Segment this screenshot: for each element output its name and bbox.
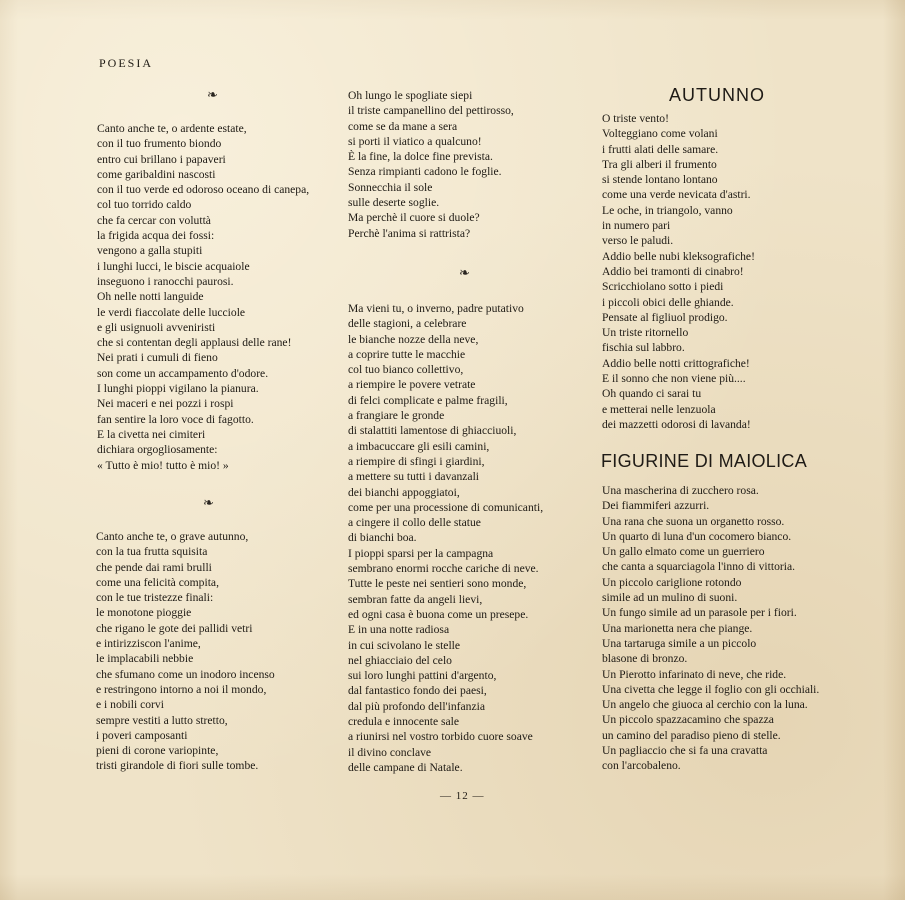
verse-line: sembrano enormi rocche cariche di neve.: [348, 562, 539, 576]
verse-line: a frangiare le gronde: [348, 409, 445, 423]
verse-line: Una tartaruga simile a un piccolo: [602, 636, 757, 650]
verse-line: a riempire di sfingi i giardini,: [348, 454, 485, 468]
poem-autunno-text: [602, 111, 812, 432]
column-1-stanza-1: [97, 121, 333, 473]
fleuron-ornament: ❧: [203, 496, 214, 511]
verse-line: Un quarto di luna d'un cocomero bianco.: [602, 529, 792, 543]
verse-line: credula e innocente sale: [348, 715, 460, 729]
verse-line: dichiara orgogliosamente:: [97, 443, 218, 457]
poem-title-autunno: AUTUNNO: [669, 85, 765, 105]
verse-line: e metterai nelle lenzuola: [602, 402, 716, 416]
verse-line: Tra gli alberi il frumento: [602, 157, 717, 171]
verse-line: sui loro lunghi pattini d'argento,: [348, 669, 497, 683]
verse-line: sempre vestiti a lutto stretto,: [96, 713, 228, 727]
verse-line: di stalattiti lamentose di ghiacciuoli,: [348, 424, 517, 438]
verse-line: tristi girandole di fiori sulle tombe.: [96, 759, 259, 773]
verse-line: i frutti alati delle samare.: [602, 142, 719, 156]
verse-line: E il sonno che non viene più....: [602, 372, 746, 386]
verse-line: a riempire le povere vetrate: [348, 378, 476, 392]
verse-line: son come un accampamento d'odore.: [97, 366, 269, 380]
verse-line: e i nobili corvi: [96, 698, 164, 712]
column-2-stanza-1: [348, 88, 584, 241]
verse-line: con il tuo frumento biondo: [97, 137, 222, 151]
verse-line: E la civetta nei cimiteri: [97, 427, 206, 441]
verse-line: blasone di bronzo.: [602, 652, 688, 666]
verse-line: Addio belle nubi kleksografiche!: [602, 249, 755, 263]
verse-line: E in una notte radiosa: [348, 623, 450, 637]
column-1-stanza-2: [96, 529, 332, 774]
verse-line: i piccoli obici delle ghiande.: [602, 295, 734, 309]
verse-line: in numero pari: [602, 219, 671, 233]
verse-line: le implacabili nebbie: [96, 652, 194, 666]
verse-line: Ma vieni tu, o inverno, padre putativo: [348, 302, 524, 315]
verse-line: il triste campanellino del pettirosso,: [348, 104, 514, 118]
verse-line: come garibaldini nascosti: [97, 167, 216, 181]
verse-line: a coprire tutte le macchie: [348, 347, 466, 361]
verse-line: nel ghiacciaio del celo: [348, 653, 452, 667]
verse-line: Addio bei tramonti di cinabro!: [602, 264, 744, 278]
verse-line: il divino conclave: [348, 745, 432, 759]
verse-line: i poveri camposanti: [96, 728, 188, 742]
verse-line: che si contentan degli applausi delle rane!: [97, 336, 292, 350]
verse-line: dei mazzetti odorosi di lavanda!: [602, 417, 751, 431]
verse-line: che rigano le gote dei pallidi vetri: [96, 621, 253, 635]
verse-line: come una felicità compita,: [96, 575, 219, 589]
verse-line: Ma perchè il cuore si duole?: [348, 211, 480, 225]
section-header: POESIA: [99, 56, 154, 70]
verse-line: si stende lontano lontano: [602, 173, 718, 187]
verse-line: di felci complicate e palme fragili,: [348, 393, 508, 407]
verse-line: Senza rimpianti cadono le foglie.: [348, 165, 502, 179]
verse-line: in cui scivolano le stelle: [348, 638, 461, 652]
verse-line: ed ogni casa è buona come un presepe.: [348, 607, 529, 621]
verse-line: dal più profondo dell'infanzia: [348, 699, 485, 713]
verse-line: e intirizziscon l'anime,: [96, 637, 201, 651]
verse-line: Un fungo simile ad un parasole per i fiori.: [602, 606, 797, 620]
verse-line: sembran fatte da angeli lievi,: [348, 592, 483, 606]
verse-line: Nei maceri e nei pozzi i rospi: [97, 397, 234, 411]
verse-line: O triste vento!: [602, 112, 669, 125]
verse-line: i lunghi lucci, le biscie acquaiole: [97, 259, 250, 273]
verse-line: che sfumano come un inodoro incenso: [96, 667, 275, 681]
verse-line: pieni di corone variopinte,: [96, 744, 219, 758]
verse-line: Un piccolo cariglione rotondo: [602, 575, 742, 589]
verse-line: Addio belle notti crittografiche!: [602, 356, 750, 370]
fleuron-ornament: ❧: [459, 266, 470, 281]
verse-line: Un triste ritornello: [602, 326, 689, 340]
verse-line: Un piccolo spazzacamino che spazza: [602, 713, 774, 727]
verse-line: Oh nelle notti languide: [97, 290, 204, 304]
verse-line: la frigida acqua dei fossi:: [97, 229, 215, 243]
verse-line: e gli usignuoli avveniristi: [97, 320, 216, 334]
verse-line: che pende dai rami brulli: [96, 560, 212, 574]
verse-line: entro cui brillano i papaveri: [97, 152, 226, 166]
verse-line: dal fantastico fondo dei paesi,: [348, 684, 487, 698]
verse-line: a mettere su tutti i davanzali: [348, 470, 480, 484]
verse-line: come una verde nevicata d'astri.: [602, 188, 751, 202]
page-number: — 12 —: [440, 790, 485, 802]
fleuron-ornament: ❧: [207, 88, 218, 103]
verse-line: a cingere il collo delle statue: [348, 516, 481, 530]
verse-line: inseguono i ranocchi paurosi.: [97, 274, 234, 288]
verse-line: Scricchiolano sotto i piedi: [602, 280, 724, 294]
verse-line: con il tuo verde ed odoroso oceano di canepa,: [97, 183, 310, 197]
verse-line: Nei prati i cumuli di fieno: [97, 351, 218, 365]
verse-line: Un angelo che giuoca al cerchio con la luna.: [602, 698, 808, 712]
verse-line: sulle deserte soglie.: [348, 196, 440, 210]
verse-line: che canta a squarciagola l'inno di vittoria.: [602, 560, 795, 574]
verse-line: « Tutto è mio! tutto è mio! »: [97, 458, 229, 472]
verse-line: col tuo torrido caldo: [97, 198, 192, 212]
verse-line: Dei fiammiferi azzurri.: [602, 499, 710, 513]
verse-line: Oh quando ci sarai tu: [602, 387, 702, 401]
poem-figurine-text: [602, 483, 822, 774]
poem-title-figurine: FIGURINE DI MAIOLICA: [601, 451, 808, 471]
verse-line: Una mascherina di zucchero rosa.: [602, 484, 759, 497]
verse-line: si porti il viatico a qualcuno!: [348, 134, 482, 148]
verse-line: le verdi fiaccolate delle lucciole: [97, 305, 246, 319]
verse-line: un camino del paradiso pieno di stelle.: [602, 728, 781, 742]
verse-line: che fa cercar con voluttà: [97, 213, 211, 227]
verse-line: I lunghi pioppi vigilano la pianura.: [97, 382, 259, 396]
verse-line: dei bianchi appoggiatoi,: [348, 485, 460, 499]
verse-line: vengono a galla stupiti: [97, 244, 203, 258]
verse-line: Le oche, in triangolo, vanno: [602, 203, 733, 217]
verse-line: verso le paludi.: [602, 234, 674, 248]
verse-line: Un Pierotto infarinato di neve, che ride.: [602, 667, 787, 681]
verse-line: come se da mane a sera: [348, 119, 458, 133]
verse-line: Una rana che suona un organetto rosso.: [602, 514, 785, 528]
verse-line: a imbacuccare gli esili camini,: [348, 439, 490, 453]
verse-line: le monotone pioggie: [96, 606, 192, 620]
verse-line: Canto anche te, o ardente estate,: [97, 122, 247, 135]
verse-line: Un pagliaccio che si fa una cravatta: [602, 744, 768, 758]
verse-line: come per una processione di comunicanti,: [348, 500, 544, 514]
verse-line: Una civetta che legge il foglio con gli occhiali.: [602, 682, 820, 696]
verse-line: Canto anche te, o grave autunno,: [96, 530, 249, 543]
verse-line: col tuo bianco collettivo,: [348, 363, 464, 377]
verse-line: Sonnecchia il sole: [348, 180, 433, 194]
verse-line: Volteggiano come volani: [602, 127, 718, 141]
verse-line: simile ad un mulino di suoni.: [602, 591, 738, 605]
verse-line: con la tua frutta squisita: [96, 545, 208, 559]
verse-line: Oh lungo le spogliate siepi: [348, 89, 473, 102]
verse-line: con l'arcobaleno.: [602, 759, 681, 773]
verse-line: di bianchi boa.: [348, 531, 417, 545]
verse-line: delle stagioni, a celebrare: [348, 317, 467, 331]
column-2-stanza-2: [348, 301, 584, 775]
verse-line: Una marionetta nera che piange.: [602, 621, 753, 635]
verse-line: Tutte le peste nei sentieri sono monde,: [348, 577, 527, 591]
verse-line: Pensate al figliuol prodigo.: [602, 310, 728, 324]
verse-line: Perchè l'anima si rattrista?: [348, 226, 471, 240]
verse-line: delle campane di Natale.: [348, 760, 463, 774]
verse-line: Un gallo elmato come un guerriero: [602, 545, 765, 559]
verse-line: le bianche nozze della neve,: [348, 332, 479, 346]
verse-line: a riunirsi nel vostro torbido cuore soave: [348, 730, 533, 744]
verse-line: fan sentire la loro voce di fagotto.: [97, 412, 254, 426]
verse-line: e restringono intorno a noi il mondo,: [96, 682, 267, 696]
verse-line: È la fine, la dolce fine prevista.: [348, 150, 493, 164]
verse-line: I pioppi sparsi per la campagna: [348, 546, 494, 560]
verse-line: fischia sul labbro.: [602, 341, 685, 355]
verse-line: con le tue tristezze finali:: [96, 591, 214, 605]
